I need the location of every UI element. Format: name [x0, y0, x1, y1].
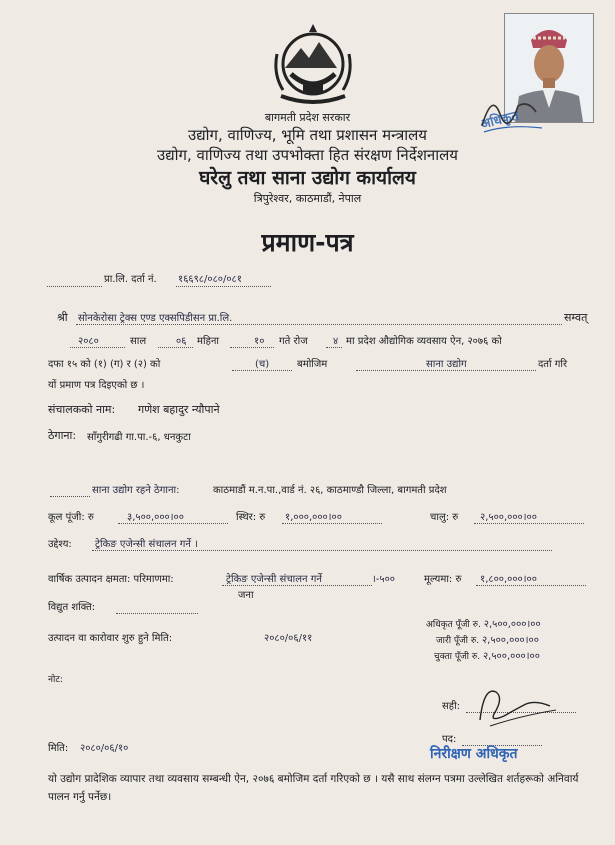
objective-value: ट्रेकिङ एजेन्सी संचालन गर्ने ।	[95, 539, 198, 550]
saal-label: साल	[130, 336, 147, 347]
photo-stamp: अधिकृत	[479, 108, 521, 133]
ministry-name: उद्योग, वाणिज्य, भूमि तथा प्रशासन मन्त्रालय	[188, 126, 427, 144]
capacity-amount: १,८००,०००।००	[480, 574, 537, 585]
operator-label: संचालकको नाम:	[48, 403, 116, 416]
officer-title-stamp: निरीक्षण अधिकृत	[430, 746, 518, 762]
designation-label: पद:	[442, 734, 457, 745]
clause-value: (च)	[255, 359, 270, 370]
certificate-title: प्रमाण-पत्र	[261, 228, 354, 257]
issued-capital: जारी पूँजी रु. २,५००,०००।००	[436, 635, 539, 646]
capacity-quantity: ।-५००	[372, 574, 395, 585]
operator-address: साँगुरीगढी गा.पा.-६, धनकुटा	[87, 432, 191, 443]
capacity-label: वार्षिक उत्पादन क्षमता: परिमाणमा:	[48, 574, 174, 585]
total-capital-label: कूल पूंजी: रु	[48, 512, 94, 523]
fixed-capital-label: स्थिर: रु	[236, 512, 266, 523]
working-capital: २,५००,०००।००	[480, 512, 537, 523]
act-text: मा प्रदेश औद्योगिक व्यवसाय ऐन, २०७६ को	[346, 336, 502, 347]
issue-date-value: २०८०/०६/१०	[80, 743, 129, 754]
fixed-capital: १,०००,०००।००	[285, 512, 342, 523]
office-address: त्रिपुरेश्वर, काठमाडौं, नेपाल	[253, 192, 362, 205]
issued-text: यों प्रमाण पत्र दिइएको छ ।	[48, 380, 145, 391]
operator-name: गणेश बहादुर न्यौपाने	[138, 403, 220, 416]
mahina-label: महिना	[197, 336, 220, 347]
footer-note: यो उद्योग प्रादेशिक व्यापार तथा व्यवसाय सम्बन्धी ऐन, २०७६ बमोजिम दर्ता गरिएको छ । यसै साथ संलग्न पत्रमा उल्लेखित शर्तहरूको अनिवार्य पालन गर्नु पर्नेछ।	[48, 773, 579, 803]
province-government: बागमती प्रदेश सरकार	[264, 111, 351, 124]
share-capital-list	[426, 617, 576, 665]
gate-roj-label: गते रोज	[279, 336, 308, 347]
shree-label: श्री	[57, 311, 68, 324]
note-label: नोट:	[48, 675, 63, 685]
weekday-value: ४	[333, 336, 339, 347]
capacity-value: ट्रेकिङ एजेन्सी संचालन गर्ने	[226, 574, 322, 585]
registration-label: प्रा.लि. दर्ता नं.	[104, 274, 157, 285]
signature-label: सही:	[442, 701, 461, 712]
capacity-unit: जना	[238, 590, 254, 601]
darta-gari-label: दर्ता गरि	[538, 359, 568, 370]
month-value: ०६	[176, 336, 187, 347]
registration-number: १६६९८/०८०/०८१	[178, 274, 242, 285]
nepal-emblem-icon	[273, 24, 353, 106]
bamojim-label: बमोजिम	[297, 359, 328, 370]
electricity-label: विद्युत शक्ति:	[48, 602, 96, 613]
start-date-label: उत्पादन वा कारोवार शुरु हुने मिति:	[48, 633, 173, 644]
capacity-value-label: मूल्यमा: रु	[424, 574, 462, 585]
location-value: काठमाडौं म.न.पा.,वार्ड नं. २६, काठमाण्डौ जिल्ला, बागमती प्रदेश	[213, 485, 447, 496]
objective-label: उद्देश्य:	[48, 539, 72, 550]
officer-signature-icon	[470, 680, 560, 730]
issue-date-label: मिति:	[48, 743, 69, 754]
authorized-capital: अधिकृत पूँजी रु. २,५००,०००।००	[426, 619, 541, 630]
year-value: २०८०	[78, 336, 99, 347]
office-name: घरेलु तथा साना उद्योग कार्यालय	[199, 167, 416, 189]
dafa-text: दफा १५ को (१) (ग) र (२) को	[48, 359, 161, 370]
samvat-label: सम्वत्	[564, 311, 588, 324]
day-value: १०	[254, 336, 265, 347]
directorate-name: उद्योग, वाणिज्य तथा उपभोक्ता हित संरक्षण निर्देशनालय	[156, 146, 458, 164]
start-date-value: २०८०/०६/११	[264, 633, 313, 644]
paid-capital: चुक्ता पूँजी रु. २,५००,०००।००	[434, 651, 540, 662]
total-capital: ३,५००,०००।००	[127, 512, 184, 523]
company-name: सोनकेरोसा ट्रेक्स एण्ड एक्सपिडीसन प्रा.लि.	[78, 313, 233, 324]
industry-type: साना उद्योग	[426, 359, 467, 370]
working-capital-label: चालु: रु	[430, 512, 459, 523]
location-label: साना उद्योग रहने ठेगाना:	[92, 485, 180, 496]
operator-address-label: ठेगाना:	[48, 429, 77, 442]
